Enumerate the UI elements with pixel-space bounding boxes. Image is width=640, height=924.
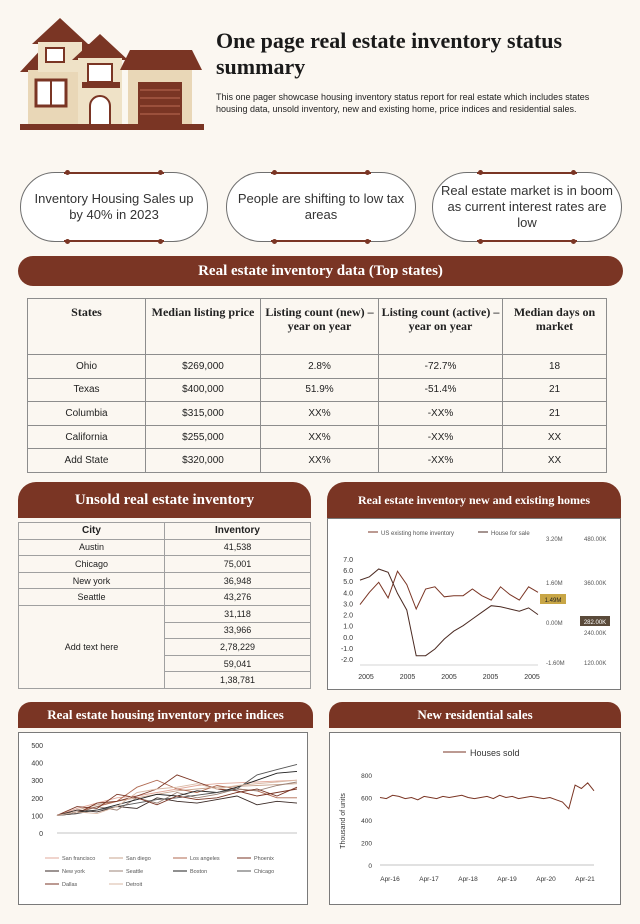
table-cell: Texas [28, 378, 146, 402]
table-cell-note: Add text here [19, 605, 165, 688]
table-cell: XX% [261, 449, 379, 473]
legend-label: San francisco [62, 856, 96, 862]
table-cell: 33,966 [165, 622, 311, 639]
y-tick-label: -2.0 [340, 657, 353, 664]
table-cell: 1,38,781 [165, 672, 311, 689]
callout-text: Real estate market is in boom as current interest rates are low [441, 183, 613, 230]
price-indices-chart [19, 733, 307, 904]
series-line [380, 783, 594, 809]
y-tick-label: -1.0 [340, 645, 353, 653]
table-row [28, 402, 607, 426]
table-cell: XX% [261, 402, 379, 426]
legend-label: Seattle [126, 869, 144, 875]
y-tick-label: 7.0 [343, 557, 353, 564]
x-tick-label: Apr-21 [575, 876, 595, 883]
legend-label: US existing home inventory [381, 531, 455, 537]
y-tick-label: 4.0 [343, 590, 353, 598]
y-tick-label: 800 [361, 773, 372, 780]
x-tick-label: 2005 [482, 674, 499, 681]
callout-text: Inventory Housing Sales up by 40% in 2023 [34, 191, 194, 222]
x-tick-label: Apr-19 [497, 876, 517, 883]
x-tick-label: Apr-20 [536, 876, 556, 883]
callout-text: People are shifting to low tax areas [237, 191, 405, 222]
page-title: One page real estate inventory status summary [216, 28, 563, 79]
y-tick-label: 0 [39, 831, 43, 838]
table-cell: $269,000 [146, 355, 261, 379]
y-tick-label: -1.60M [546, 661, 565, 667]
legend-label: Dallas [62, 882, 78, 888]
y-tick-label: 1.60M [546, 581, 563, 587]
house-illustration [20, 14, 204, 130]
callout-tax [226, 172, 416, 242]
residential-sales-chart [330, 733, 620, 904]
x-tick-label: 2005 [399, 674, 416, 681]
table-cell: 21 [503, 378, 607, 402]
residential-section-title: New residential sales [329, 702, 621, 728]
inventory-section-title: Real estate inventory data (Top states) [18, 256, 623, 286]
table-cell: XX [503, 425, 607, 449]
residential-chart-panel [329, 732, 621, 905]
table-row [28, 425, 607, 449]
series-line [57, 771, 297, 815]
table-cell: 2,78,229 [165, 639, 311, 656]
y-tick-label: 400 [361, 818, 372, 825]
y-tick-label: 1.0 [343, 623, 353, 631]
table-cell: 21 [503, 402, 607, 426]
table-row [28, 355, 607, 379]
unsold-table [18, 522, 311, 689]
y-tick-label: 3.20M [546, 537, 563, 543]
legend-label: Houses sold [470, 748, 520, 758]
column-header: Listing count (active) –year on year [379, 299, 503, 355]
table-cell: $315,000 [146, 402, 261, 426]
table-cell: 51.9% [261, 378, 379, 402]
y-tick-label: 0.00M [546, 621, 563, 627]
table-cell: Columbia [28, 402, 146, 426]
table-cell: Add State [28, 449, 146, 473]
table-cell: 43,276 [165, 589, 311, 606]
table-cell: California [28, 425, 146, 449]
table-cell: 2.8% [261, 355, 379, 379]
series-line [57, 775, 297, 816]
y-tick-label: 600 [361, 795, 372, 803]
table-cell: 41,538 [165, 539, 311, 556]
y-tick-label: 5.0 [343, 579, 353, 587]
table-row [19, 539, 311, 556]
new-existing-chart [328, 519, 620, 689]
table-cell: XX% [261, 425, 379, 449]
legend-label: Phoenix [254, 856, 274, 862]
y-tick-label: 360.00K [584, 581, 607, 587]
y-tick-label: 3.0 [343, 601, 353, 609]
table-cell: $400,000 [146, 378, 261, 402]
table-cell: 36,948 [165, 572, 311, 589]
inventory-table [27, 298, 607, 473]
column-header: Median listing price [146, 299, 261, 355]
table-cell: $255,000 [146, 425, 261, 449]
x-tick-label: 2005 [358, 674, 374, 681]
y-tick-label: 6.0 [343, 568, 353, 576]
series-line [360, 569, 538, 656]
table-cell: -XX% [379, 425, 503, 449]
table-cell: 18 [503, 355, 607, 379]
y-tick-label: 480.00K [584, 537, 607, 543]
page-description: This one pager showcase housing inventory status report for real estate which includes states housing data, unsold inventory, new and existing home, price indices and residential sales. [216, 92, 590, 114]
x-tick-label: Apr-18 [458, 876, 478, 883]
x-tick-label: Apr-17 [419, 876, 439, 883]
table-cell: -51.4% [379, 378, 503, 402]
table-cell: 59,041 [165, 655, 311, 672]
table-cell: -72.7% [379, 355, 503, 379]
table-cell: $320,000 [146, 449, 261, 473]
table-row [28, 449, 607, 473]
legend-label: Los angeles [190, 856, 220, 862]
x-tick-label: 2005 [524, 674, 540, 681]
table-cell: New york [19, 572, 165, 589]
table-cell: Seattle [19, 589, 165, 606]
y-tick-label: 500 [31, 743, 43, 750]
y-tick-label: 120.00K [584, 661, 607, 667]
new-existing-chart-panel [327, 518, 621, 690]
table-cell: -XX% [379, 449, 503, 473]
table-row [28, 378, 607, 402]
x-tick-label: Apr-16 [380, 876, 400, 883]
y-tick-label: 0.0 [343, 634, 353, 642]
table-cell: 31,118 [165, 605, 311, 622]
column-header: City [19, 523, 165, 540]
table-cell: XX [503, 449, 607, 473]
table-cell: Chicago [19, 556, 165, 573]
series-line [360, 571, 538, 609]
y-tick-label: 400 [31, 760, 43, 768]
price-indices-chart-panel [18, 732, 308, 905]
legend-label: Chicago [254, 869, 275, 875]
legend-label: Detroit [126, 882, 143, 888]
y-tick-label: 200 [361, 840, 372, 848]
column-header: Listing count (new) –year on year [261, 299, 379, 355]
legend-label: San diego [126, 856, 151, 862]
new-existing-section-title: Real estate inventory new and existing homes [327, 482, 621, 518]
column-header: States [28, 299, 146, 355]
x-tick-label: 2005 [441, 674, 457, 681]
y-tick-label: 300 [31, 778, 43, 786]
callout-sales [20, 172, 208, 242]
legend-label: House for sale [491, 531, 530, 537]
legend-label: Boston [190, 869, 208, 875]
y-axis-label: Thousand of units [340, 793, 347, 849]
table-cell: 75,001 [165, 556, 311, 573]
price-indices-section-title: Real estate housing inventory price indices [18, 702, 313, 728]
callout-badge-label: 1.49M [544, 598, 562, 604]
y-tick-label: 2.0 [343, 612, 353, 620]
table-cell: Ohio [28, 355, 146, 379]
y-tick-label: 100 [31, 813, 43, 821]
table-row [19, 556, 311, 573]
y-tick-label: 240.00K [584, 631, 607, 637]
legend-label: New york [62, 869, 85, 875]
table-row [19, 605, 311, 622]
column-header: Inventory [165, 523, 311, 540]
table-row [19, 589, 311, 606]
column-header: Median days on market [503, 299, 607, 355]
callout-badge-label: 282.00K [583, 620, 607, 626]
y-tick-label: 0 [368, 863, 372, 870]
table-row [19, 572, 311, 589]
y-tick-label: 200 [31, 795, 43, 803]
table-cell: -XX% [379, 402, 503, 426]
table-cell: Austin [19, 539, 165, 556]
callout-market [432, 172, 622, 242]
unsold-section-title: Unsold real estate inventory [18, 482, 311, 518]
